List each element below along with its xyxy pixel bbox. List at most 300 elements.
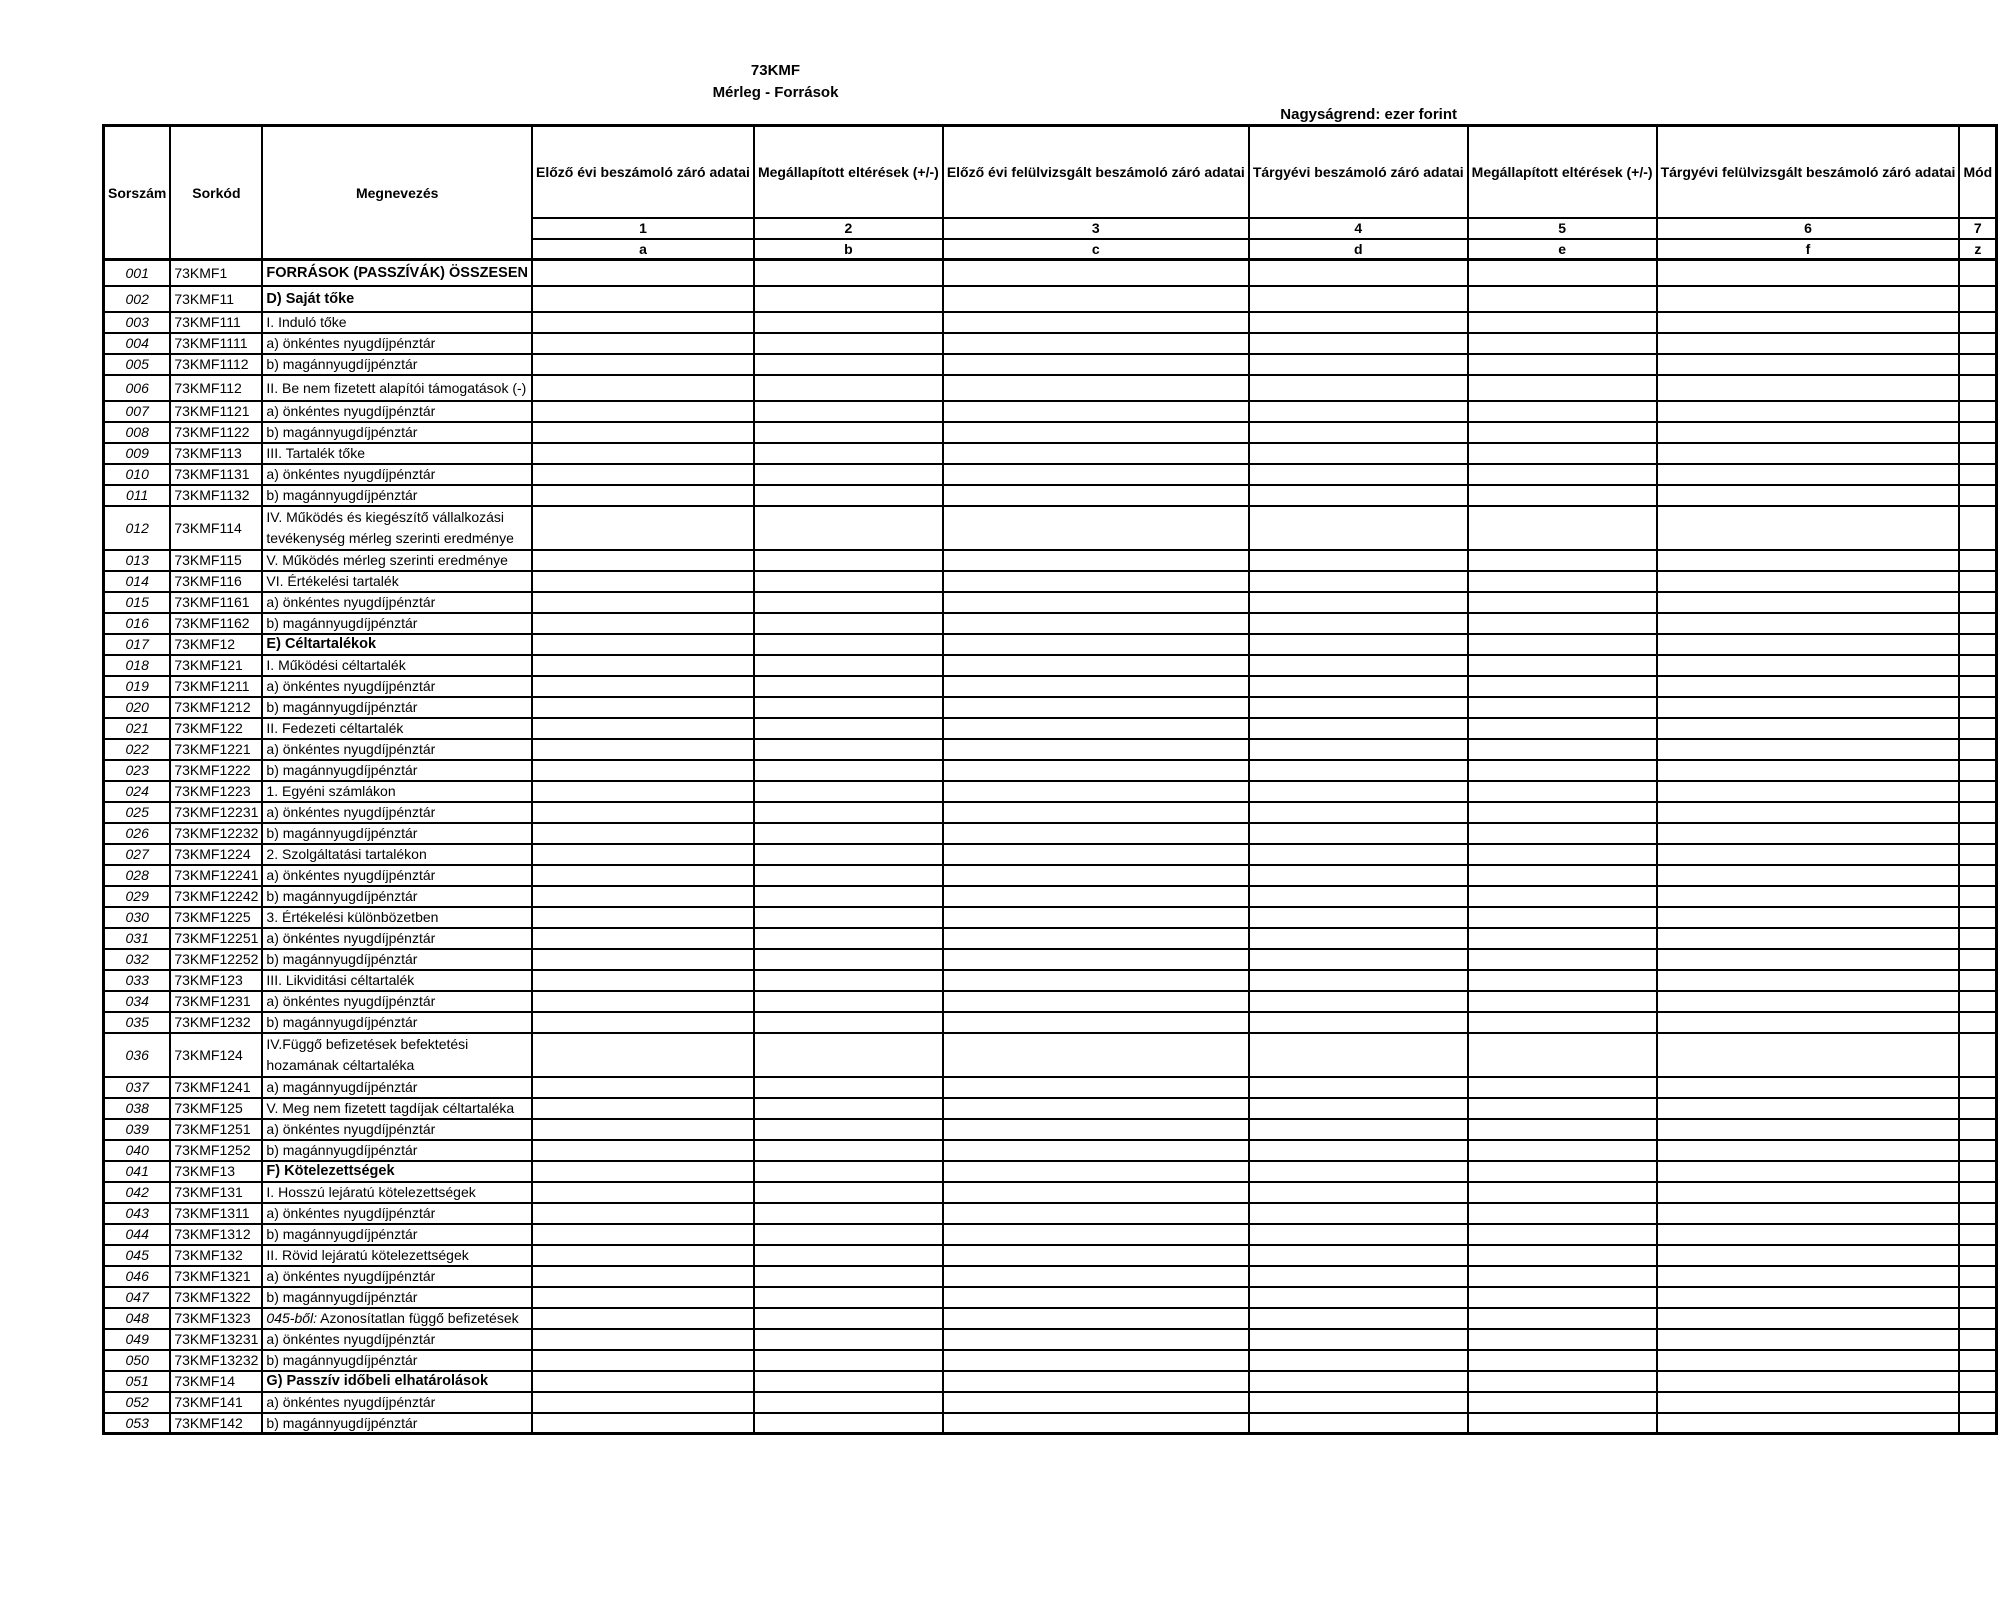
value-cell-f[interactable]	[1657, 1308, 1960, 1329]
value-cell-d[interactable]	[1249, 443, 1468, 464]
value-cell-c[interactable]	[943, 907, 1249, 928]
value-cell-f[interactable]	[1657, 1245, 1960, 1266]
value-cell-c[interactable]	[943, 550, 1249, 571]
value-cell-z[interactable]	[1959, 354, 1996, 375]
value-cell-f[interactable]	[1657, 676, 1960, 697]
value-cell-c[interactable]	[943, 464, 1249, 485]
value-cell-c[interactable]	[943, 333, 1249, 354]
value-cell-a[interactable]	[532, 823, 754, 844]
value-cell-b[interactable]	[754, 1308, 943, 1329]
value-cell-f[interactable]	[1657, 613, 1960, 634]
value-cell-c[interactable]	[943, 485, 1249, 506]
value-cell-c[interactable]	[943, 443, 1249, 464]
value-cell-d[interactable]	[1249, 1287, 1468, 1308]
value-cell-d[interactable]	[1249, 844, 1468, 865]
value-cell-b[interactable]	[754, 1287, 943, 1308]
value-cell-z[interactable]	[1959, 260, 1996, 286]
value-cell-f[interactable]	[1657, 823, 1960, 844]
value-cell-a[interactable]	[532, 697, 754, 718]
value-cell-c[interactable]	[943, 1245, 1249, 1266]
value-cell-b[interactable]	[754, 1224, 943, 1245]
value-cell-f[interactable]	[1657, 886, 1960, 907]
value-cell-d[interactable]	[1249, 1266, 1468, 1287]
value-cell-e[interactable]	[1468, 1371, 1657, 1392]
value-cell-c[interactable]	[943, 697, 1249, 718]
value-cell-z[interactable]	[1959, 613, 1996, 634]
value-cell-e[interactable]	[1468, 333, 1657, 354]
value-cell-a[interactable]	[532, 739, 754, 760]
value-cell-z[interactable]	[1959, 634, 1996, 655]
value-cell-f[interactable]	[1657, 1140, 1960, 1161]
value-cell-a[interactable]	[532, 991, 754, 1012]
value-cell-b[interactable]	[754, 1371, 943, 1392]
value-cell-c[interactable]	[943, 991, 1249, 1012]
value-cell-b[interactable]	[754, 760, 943, 781]
value-cell-a[interactable]	[532, 634, 754, 655]
value-cell-e[interactable]	[1468, 613, 1657, 634]
value-cell-c[interactable]	[943, 1371, 1249, 1392]
value-cell-d[interactable]	[1249, 354, 1468, 375]
value-cell-e[interactable]	[1468, 1098, 1657, 1119]
value-cell-a[interactable]	[532, 401, 754, 422]
value-cell-z[interactable]	[1959, 1392, 1996, 1413]
value-cell-z[interactable]	[1959, 886, 1996, 907]
value-cell-b[interactable]	[754, 485, 943, 506]
value-cell-d[interactable]	[1249, 697, 1468, 718]
value-cell-c[interactable]	[943, 571, 1249, 592]
value-cell-f[interactable]	[1657, 991, 1960, 1012]
value-cell-c[interactable]	[943, 1182, 1249, 1203]
value-cell-z[interactable]	[1959, 464, 1996, 485]
value-cell-b[interactable]	[754, 260, 943, 286]
value-cell-z[interactable]	[1959, 949, 1996, 970]
value-cell-z[interactable]	[1959, 781, 1996, 802]
value-cell-c[interactable]	[943, 676, 1249, 697]
value-cell-d[interactable]	[1249, 928, 1468, 949]
value-cell-d[interactable]	[1249, 464, 1468, 485]
value-cell-f[interactable]	[1657, 865, 1960, 886]
value-cell-b[interactable]	[754, 823, 943, 844]
value-cell-d[interactable]	[1249, 886, 1468, 907]
value-cell-b[interactable]	[754, 1266, 943, 1287]
value-cell-c[interactable]	[943, 312, 1249, 333]
value-cell-z[interactable]	[1959, 485, 1996, 506]
value-cell-b[interactable]	[754, 634, 943, 655]
value-cell-e[interactable]	[1468, 443, 1657, 464]
value-cell-a[interactable]	[532, 443, 754, 464]
value-cell-z[interactable]	[1959, 550, 1996, 571]
value-cell-a[interactable]	[532, 1161, 754, 1182]
value-cell-f[interactable]	[1657, 781, 1960, 802]
value-cell-a[interactable]	[532, 550, 754, 571]
value-cell-d[interactable]	[1249, 613, 1468, 634]
value-cell-c[interactable]	[943, 823, 1249, 844]
value-cell-a[interactable]	[532, 1350, 754, 1371]
value-cell-f[interactable]	[1657, 1098, 1960, 1119]
value-cell-b[interactable]	[754, 865, 943, 886]
value-cell-b[interactable]	[754, 697, 943, 718]
value-cell-c[interactable]	[943, 401, 1249, 422]
value-cell-e[interactable]	[1468, 886, 1657, 907]
value-cell-a[interactable]	[532, 286, 754, 312]
value-cell-d[interactable]	[1249, 1203, 1468, 1224]
value-cell-f[interactable]	[1657, 1224, 1960, 1245]
value-cell-a[interactable]	[532, 333, 754, 354]
value-cell-c[interactable]	[943, 928, 1249, 949]
value-cell-d[interactable]	[1249, 485, 1468, 506]
value-cell-e[interactable]	[1468, 865, 1657, 886]
value-cell-a[interactable]	[532, 1033, 754, 1077]
value-cell-e[interactable]	[1468, 1245, 1657, 1266]
value-cell-a[interactable]	[532, 1224, 754, 1245]
value-cell-z[interactable]	[1959, 1140, 1996, 1161]
value-cell-z[interactable]	[1959, 1161, 1996, 1182]
value-cell-f[interactable]	[1657, 592, 1960, 613]
value-cell-b[interactable]	[754, 1098, 943, 1119]
value-cell-a[interactable]	[532, 571, 754, 592]
value-cell-b[interactable]	[754, 907, 943, 928]
value-cell-c[interactable]	[943, 1119, 1249, 1140]
value-cell-a[interactable]	[532, 464, 754, 485]
value-cell-z[interactable]	[1959, 676, 1996, 697]
value-cell-b[interactable]	[754, 1012, 943, 1033]
value-cell-a[interactable]	[532, 506, 754, 550]
value-cell-z[interactable]	[1959, 375, 1996, 401]
value-cell-b[interactable]	[754, 928, 943, 949]
value-cell-d[interactable]	[1249, 1161, 1468, 1182]
value-cell-a[interactable]	[532, 592, 754, 613]
value-cell-d[interactable]	[1249, 781, 1468, 802]
value-cell-e[interactable]	[1468, 1350, 1657, 1371]
value-cell-d[interactable]	[1249, 970, 1468, 991]
value-cell-d[interactable]	[1249, 1033, 1468, 1077]
value-cell-e[interactable]	[1468, 760, 1657, 781]
value-cell-d[interactable]	[1249, 1308, 1468, 1329]
value-cell-c[interactable]	[943, 1266, 1249, 1287]
value-cell-b[interactable]	[754, 506, 943, 550]
value-cell-z[interactable]	[1959, 739, 1996, 760]
value-cell-c[interactable]	[943, 1350, 1249, 1371]
value-cell-z[interactable]	[1959, 333, 1996, 354]
value-cell-e[interactable]	[1468, 354, 1657, 375]
value-cell-e[interactable]	[1468, 550, 1657, 571]
value-cell-e[interactable]	[1468, 1203, 1657, 1224]
value-cell-a[interactable]	[532, 928, 754, 949]
value-cell-b[interactable]	[754, 802, 943, 823]
value-cell-a[interactable]	[532, 1371, 754, 1392]
value-cell-z[interactable]	[1959, 760, 1996, 781]
value-cell-e[interactable]	[1468, 312, 1657, 333]
value-cell-d[interactable]	[1249, 550, 1468, 571]
value-cell-c[interactable]	[943, 1392, 1249, 1413]
value-cell-d[interactable]	[1249, 1350, 1468, 1371]
value-cell-e[interactable]	[1468, 634, 1657, 655]
value-cell-f[interactable]	[1657, 286, 1960, 312]
value-cell-f[interactable]	[1657, 1413, 1960, 1434]
value-cell-f[interactable]	[1657, 401, 1960, 422]
value-cell-d[interactable]	[1249, 260, 1468, 286]
value-cell-f[interactable]	[1657, 1266, 1960, 1287]
value-cell-b[interactable]	[754, 312, 943, 333]
value-cell-e[interactable]	[1468, 970, 1657, 991]
value-cell-b[interactable]	[754, 739, 943, 760]
value-cell-f[interactable]	[1657, 550, 1960, 571]
value-cell-b[interactable]	[754, 571, 943, 592]
value-cell-z[interactable]	[1959, 928, 1996, 949]
value-cell-d[interactable]	[1249, 1077, 1468, 1098]
value-cell-d[interactable]	[1249, 401, 1468, 422]
value-cell-c[interactable]	[943, 1224, 1249, 1245]
value-cell-f[interactable]	[1657, 634, 1960, 655]
value-cell-c[interactable]	[943, 1140, 1249, 1161]
value-cell-f[interactable]	[1657, 354, 1960, 375]
value-cell-a[interactable]	[532, 613, 754, 634]
value-cell-e[interactable]	[1468, 676, 1657, 697]
value-cell-c[interactable]	[943, 592, 1249, 613]
value-cell-a[interactable]	[532, 718, 754, 739]
value-cell-c[interactable]	[943, 970, 1249, 991]
value-cell-c[interactable]	[943, 634, 1249, 655]
value-cell-b[interactable]	[754, 655, 943, 676]
value-cell-e[interactable]	[1468, 375, 1657, 401]
value-cell-z[interactable]	[1959, 697, 1996, 718]
value-cell-z[interactable]	[1959, 1182, 1996, 1203]
value-cell-e[interactable]	[1468, 949, 1657, 970]
value-cell-z[interactable]	[1959, 1077, 1996, 1098]
value-cell-d[interactable]	[1249, 949, 1468, 970]
value-cell-b[interactable]	[754, 613, 943, 634]
value-cell-c[interactable]	[943, 422, 1249, 443]
value-cell-e[interactable]	[1468, 1119, 1657, 1140]
value-cell-a[interactable]	[532, 802, 754, 823]
value-cell-e[interactable]	[1468, 1266, 1657, 1287]
value-cell-f[interactable]	[1657, 1287, 1960, 1308]
value-cell-c[interactable]	[943, 1203, 1249, 1224]
value-cell-a[interactable]	[532, 375, 754, 401]
value-cell-e[interactable]	[1468, 697, 1657, 718]
value-cell-a[interactable]	[532, 907, 754, 928]
value-cell-a[interactable]	[532, 1140, 754, 1161]
value-cell-e[interactable]	[1468, 1329, 1657, 1350]
value-cell-f[interactable]	[1657, 506, 1960, 550]
value-cell-e[interactable]	[1468, 506, 1657, 550]
value-cell-d[interactable]	[1249, 571, 1468, 592]
value-cell-e[interactable]	[1468, 655, 1657, 676]
value-cell-f[interactable]	[1657, 260, 1960, 286]
value-cell-c[interactable]	[943, 613, 1249, 634]
value-cell-c[interactable]	[943, 375, 1249, 401]
value-cell-c[interactable]	[943, 1161, 1249, 1182]
value-cell-b[interactable]	[754, 1161, 943, 1182]
value-cell-e[interactable]	[1468, 1012, 1657, 1033]
value-cell-b[interactable]	[754, 886, 943, 907]
value-cell-a[interactable]	[532, 1308, 754, 1329]
value-cell-a[interactable]	[532, 760, 754, 781]
value-cell-d[interactable]	[1249, 1392, 1468, 1413]
value-cell-b[interactable]	[754, 991, 943, 1012]
value-cell-z[interactable]	[1959, 1413, 1996, 1434]
value-cell-z[interactable]	[1959, 655, 1996, 676]
value-cell-f[interactable]	[1657, 718, 1960, 739]
value-cell-b[interactable]	[754, 375, 943, 401]
value-cell-a[interactable]	[532, 1287, 754, 1308]
value-cell-e[interactable]	[1468, 401, 1657, 422]
value-cell-c[interactable]	[943, 1012, 1249, 1033]
value-cell-e[interactable]	[1468, 260, 1657, 286]
value-cell-e[interactable]	[1468, 844, 1657, 865]
value-cell-b[interactable]	[754, 718, 943, 739]
value-cell-z[interactable]	[1959, 970, 1996, 991]
value-cell-b[interactable]	[754, 333, 943, 354]
value-cell-d[interactable]	[1249, 865, 1468, 886]
value-cell-a[interactable]	[532, 844, 754, 865]
value-cell-a[interactable]	[532, 949, 754, 970]
value-cell-b[interactable]	[754, 550, 943, 571]
value-cell-d[interactable]	[1249, 760, 1468, 781]
value-cell-c[interactable]	[943, 949, 1249, 970]
value-cell-f[interactable]	[1657, 655, 1960, 676]
value-cell-z[interactable]	[1959, 506, 1996, 550]
value-cell-z[interactable]	[1959, 1350, 1996, 1371]
value-cell-e[interactable]	[1468, 571, 1657, 592]
value-cell-b[interactable]	[754, 1329, 943, 1350]
value-cell-c[interactable]	[943, 655, 1249, 676]
value-cell-e[interactable]	[1468, 422, 1657, 443]
value-cell-f[interactable]	[1657, 1182, 1960, 1203]
value-cell-b[interactable]	[754, 1077, 943, 1098]
value-cell-e[interactable]	[1468, 1161, 1657, 1182]
value-cell-d[interactable]	[1249, 718, 1468, 739]
value-cell-z[interactable]	[1959, 1012, 1996, 1033]
value-cell-e[interactable]	[1468, 823, 1657, 844]
value-cell-e[interactable]	[1468, 286, 1657, 312]
value-cell-d[interactable]	[1249, 592, 1468, 613]
value-cell-e[interactable]	[1468, 991, 1657, 1012]
value-cell-b[interactable]	[754, 1203, 943, 1224]
value-cell-e[interactable]	[1468, 928, 1657, 949]
value-cell-a[interactable]	[532, 886, 754, 907]
value-cell-b[interactable]	[754, 781, 943, 802]
value-cell-z[interactable]	[1959, 907, 1996, 928]
value-cell-z[interactable]	[1959, 422, 1996, 443]
value-cell-z[interactable]	[1959, 312, 1996, 333]
value-cell-d[interactable]	[1249, 1140, 1468, 1161]
value-cell-a[interactable]	[532, 655, 754, 676]
value-cell-c[interactable]	[943, 739, 1249, 760]
value-cell-d[interactable]	[1249, 333, 1468, 354]
value-cell-c[interactable]	[943, 354, 1249, 375]
value-cell-a[interactable]	[532, 1392, 754, 1413]
value-cell-c[interactable]	[943, 886, 1249, 907]
value-cell-d[interactable]	[1249, 375, 1468, 401]
value-cell-c[interactable]	[943, 1287, 1249, 1308]
value-cell-z[interactable]	[1959, 802, 1996, 823]
value-cell-z[interactable]	[1959, 571, 1996, 592]
value-cell-a[interactable]	[532, 676, 754, 697]
value-cell-d[interactable]	[1249, 1329, 1468, 1350]
value-cell-b[interactable]	[754, 1413, 943, 1434]
value-cell-z[interactable]	[1959, 991, 1996, 1012]
value-cell-f[interactable]	[1657, 844, 1960, 865]
value-cell-f[interactable]	[1657, 760, 1960, 781]
value-cell-e[interactable]	[1468, 1287, 1657, 1308]
value-cell-f[interactable]	[1657, 928, 1960, 949]
value-cell-f[interactable]	[1657, 1329, 1960, 1350]
value-cell-z[interactable]	[1959, 1203, 1996, 1224]
value-cell-b[interactable]	[754, 1033, 943, 1077]
value-cell-f[interactable]	[1657, 1161, 1960, 1182]
value-cell-d[interactable]	[1249, 312, 1468, 333]
value-cell-z[interactable]	[1959, 592, 1996, 613]
value-cell-f[interactable]	[1657, 422, 1960, 443]
value-cell-f[interactable]	[1657, 375, 1960, 401]
value-cell-c[interactable]	[943, 506, 1249, 550]
value-cell-d[interactable]	[1249, 991, 1468, 1012]
value-cell-d[interactable]	[1249, 907, 1468, 928]
value-cell-a[interactable]	[532, 1182, 754, 1203]
value-cell-e[interactable]	[1468, 1077, 1657, 1098]
value-cell-a[interactable]	[532, 865, 754, 886]
value-cell-b[interactable]	[754, 464, 943, 485]
value-cell-d[interactable]	[1249, 1182, 1468, 1203]
value-cell-d[interactable]	[1249, 655, 1468, 676]
value-cell-c[interactable]	[943, 802, 1249, 823]
value-cell-e[interactable]	[1468, 1392, 1657, 1413]
value-cell-d[interactable]	[1249, 1371, 1468, 1392]
value-cell-f[interactable]	[1657, 1350, 1960, 1371]
value-cell-f[interactable]	[1657, 1077, 1960, 1098]
value-cell-f[interactable]	[1657, 907, 1960, 928]
value-cell-c[interactable]	[943, 865, 1249, 886]
value-cell-b[interactable]	[754, 1392, 943, 1413]
value-cell-f[interactable]	[1657, 970, 1960, 991]
value-cell-c[interactable]	[943, 718, 1249, 739]
value-cell-z[interactable]	[1959, 1245, 1996, 1266]
value-cell-f[interactable]	[1657, 464, 1960, 485]
value-cell-b[interactable]	[754, 970, 943, 991]
value-cell-f[interactable]	[1657, 443, 1960, 464]
value-cell-a[interactable]	[532, 1098, 754, 1119]
value-cell-f[interactable]	[1657, 697, 1960, 718]
value-cell-b[interactable]	[754, 676, 943, 697]
value-cell-b[interactable]	[754, 286, 943, 312]
value-cell-z[interactable]	[1959, 1287, 1996, 1308]
value-cell-e[interactable]	[1468, 1033, 1657, 1077]
value-cell-c[interactable]	[943, 1308, 1249, 1329]
value-cell-b[interactable]	[754, 401, 943, 422]
value-cell-z[interactable]	[1959, 865, 1996, 886]
value-cell-f[interactable]	[1657, 485, 1960, 506]
value-cell-a[interactable]	[532, 1245, 754, 1266]
value-cell-d[interactable]	[1249, 422, 1468, 443]
value-cell-z[interactable]	[1959, 1119, 1996, 1140]
value-cell-a[interactable]	[532, 1413, 754, 1434]
value-cell-b[interactable]	[754, 1119, 943, 1140]
value-cell-a[interactable]	[532, 1203, 754, 1224]
value-cell-d[interactable]	[1249, 1224, 1468, 1245]
value-cell-z[interactable]	[1959, 1224, 1996, 1245]
value-cell-e[interactable]	[1468, 802, 1657, 823]
value-cell-z[interactable]	[1959, 1308, 1996, 1329]
value-cell-b[interactable]	[754, 592, 943, 613]
value-cell-f[interactable]	[1657, 802, 1960, 823]
value-cell-d[interactable]	[1249, 1012, 1468, 1033]
value-cell-e[interactable]	[1468, 1308, 1657, 1329]
value-cell-f[interactable]	[1657, 312, 1960, 333]
value-cell-z[interactable]	[1959, 844, 1996, 865]
value-cell-f[interactable]	[1657, 1012, 1960, 1033]
value-cell-d[interactable]	[1249, 739, 1468, 760]
